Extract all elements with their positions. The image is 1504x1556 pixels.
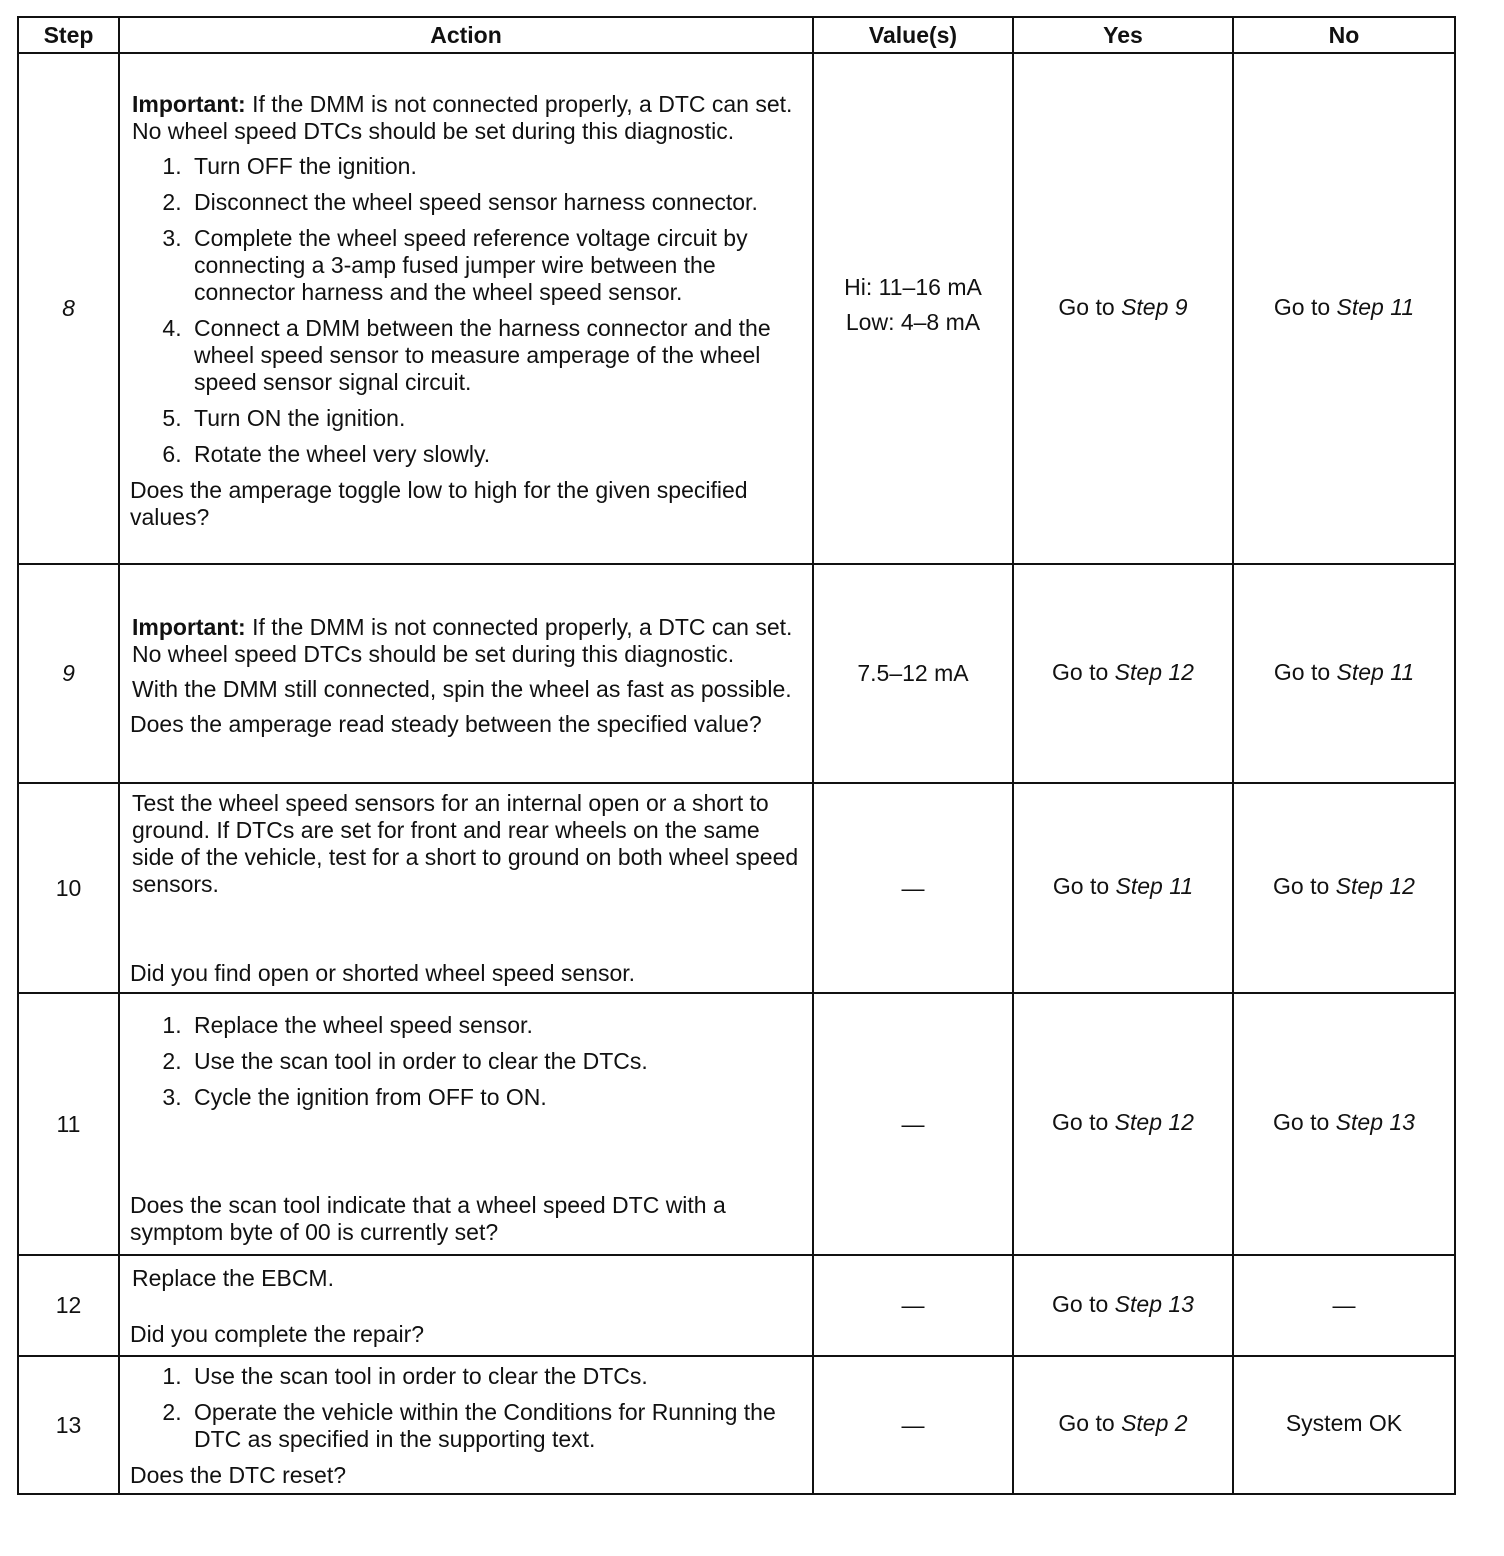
- step-number: 8: [18, 53, 119, 564]
- value-text: 7.5–12 mA: [857, 660, 969, 686]
- table-row-step-12: [18, 1255, 1455, 1356]
- values-cell: [813, 53, 1013, 564]
- question-text: Did you complete the repair?: [130, 1321, 425, 1347]
- diagnostic-table: [17, 16, 1456, 1495]
- go-to-text: Go to: [1273, 1109, 1330, 1135]
- values-cell: [813, 783, 1013, 993]
- value-dash: —: [901, 1292, 925, 1318]
- action-cell: [119, 564, 813, 783]
- yes-cell: [1013, 1356, 1233, 1494]
- action-cell: [119, 783, 813, 993]
- go-to-text: Go to: [1052, 1109, 1109, 1135]
- list-item: 2. Use the scan tool in order to clear the DTCs.: [188, 1048, 800, 1075]
- go-to-text: Go to: [1052, 873, 1110, 899]
- table-row-step-9: [18, 564, 1455, 783]
- go-to-text: Go to: [1052, 1290, 1109, 1317]
- yes-step-link[interactable]: Step 2: [1121, 1410, 1188, 1436]
- go-to-text: Go to: [1273, 293, 1331, 320]
- table-row-step-13: [18, 1356, 1455, 1494]
- procedure-list: [130, 153, 800, 468]
- list-item: 1. Turn OFF the ignition.: [188, 153, 800, 180]
- yes-step-link[interactable]: Step 12: [1114, 1109, 1194, 1135]
- no-cell: [1233, 1255, 1455, 1356]
- action-cell: [119, 1255, 813, 1356]
- yes-cell: [1013, 993, 1233, 1255]
- table-row-step-8: [18, 53, 1455, 564]
- list-item: 3. Cycle the ignition from OFF to ON.: [188, 1084, 800, 1111]
- step-number: 13: [18, 1356, 119, 1494]
- step-number: 9: [18, 564, 119, 783]
- question-text: Does the scan tool indicate that a wheel speed DTC with a symptom byte of 00 is currently set?: [130, 1192, 726, 1245]
- value-low: Low: 4–8 mA: [845, 308, 981, 335]
- go-to-text: Go to: [1052, 658, 1109, 685]
- no-step-link[interactable]: Step 12: [1335, 873, 1415, 899]
- list-item: 4. Connect a DMM between the harness connector and the wheel speed sensor to measure amperage of the wheel speed sensor signal circuit.: [188, 315, 800, 396]
- header-step: Step: [18, 17, 119, 53]
- action-cell: [119, 53, 813, 564]
- yes-cell: [1013, 53, 1233, 564]
- important-text: If the DMM is not connected properly, a DTC can set. No wheel speed DTCs should be set during this diagnostic.: [132, 613, 793, 667]
- list-item: 3. Complete the wheel speed reference voltage circuit by connecting a 3-amp fused jumper wire between the connector harness and the wheel speed sensor.: [188, 225, 800, 306]
- values-cell: [813, 564, 1013, 783]
- step-number: 12: [18, 1255, 119, 1356]
- header-values: Value(s): [813, 17, 1013, 53]
- question-text: Does the amperage read steady between the specified value?: [130, 710, 762, 737]
- step-number: 11: [18, 993, 119, 1255]
- question-text: Does the DTC reset?: [130, 1462, 347, 1488]
- instruction-text: With the DMM still connected, spin the wheel as fast as possible.: [132, 675, 792, 702]
- no-cell: [1233, 1356, 1455, 1494]
- values-cell: [813, 1356, 1013, 1494]
- system-ok-text: System OK: [1285, 1410, 1403, 1436]
- yes-step-link[interactable]: Step 12: [1114, 658, 1194, 685]
- go-to-text: Go to: [1058, 1410, 1115, 1436]
- value-hi: Hi: 11–16 mA: [844, 273, 982, 300]
- no-step-link[interactable]: Step 11: [1336, 658, 1415, 685]
- procedure-list: [130, 1012, 800, 1111]
- value-dash: —: [901, 874, 925, 901]
- important-note: [132, 91, 800, 145]
- question-text: Does the amperage toggle low to high for the given specified values?: [130, 476, 748, 530]
- header-action: Action: [119, 17, 813, 53]
- action-cell: [119, 1356, 813, 1494]
- no-step-link[interactable]: Step 11: [1336, 293, 1415, 320]
- list-item: 1. Replace the wheel speed sensor.: [188, 1012, 800, 1039]
- question-text: Did you find open or shorted wheel speed sensor.: [130, 959, 636, 986]
- go-to-text: Go to: [1273, 873, 1330, 899]
- list-item: 6. Rotate the wheel very slowly.: [188, 441, 800, 468]
- value-dash: —: [901, 1411, 925, 1438]
- action-cell: [119, 993, 813, 1255]
- important-text: If the DMM is not connected properly, a DTC can set. No wheel speed DTCs should be set during this diagnostic.: [132, 90, 793, 144]
- yes-cell: [1013, 783, 1233, 993]
- yes-cell: [1013, 1255, 1233, 1356]
- header-yes: Yes: [1013, 17, 1233, 53]
- table-row-step-10: [18, 783, 1455, 993]
- go-to-text: Go to: [1058, 293, 1115, 320]
- instruction-text: Replace the EBCM.: [132, 1265, 334, 1291]
- header-row: [18, 17, 1455, 53]
- list-item: 1. Use the scan tool in order to clear the DTCs.: [188, 1363, 800, 1390]
- yes-step-link[interactable]: Step 9: [1121, 293, 1188, 320]
- yes-cell: [1013, 564, 1233, 783]
- list-item: 2. Disconnect the wheel speed sensor harness connector.: [188, 189, 800, 216]
- instruction-text: Test the wheel speed sensors for an internal open or a short to ground. If DTCs are set for front and rear wheels on the same side of the vehicle, test for a short to ground on both wheel speed sensors.: [132, 789, 799, 897]
- list-item: 5. Turn ON the ignition.: [188, 405, 800, 432]
- important-note: [132, 614, 800, 668]
- go-to-text: Go to: [1273, 658, 1331, 685]
- yes-step-link[interactable]: Step 13: [1114, 1290, 1194, 1317]
- no-cell: [1233, 783, 1455, 993]
- no-dash: —: [1332, 1292, 1356, 1318]
- no-cell: [1233, 53, 1455, 564]
- no-cell: [1233, 993, 1455, 1255]
- values-cell: [813, 1255, 1013, 1356]
- yes-step-link[interactable]: Step 11: [1115, 873, 1194, 899]
- no-cell: [1233, 564, 1455, 783]
- important-label: Important:: [132, 90, 246, 117]
- procedure-list: [130, 1363, 800, 1453]
- no-step-link[interactable]: Step 13: [1335, 1109, 1415, 1135]
- list-item: 2. Operate the vehicle within the Conditions for Running the DTC as specified in the supporting text.: [188, 1399, 800, 1453]
- values-cell: [813, 993, 1013, 1255]
- table-row-step-11: [18, 993, 1455, 1255]
- header-no: No: [1233, 17, 1455, 53]
- important-label: Important:: [132, 613, 246, 640]
- value-dash: —: [901, 1110, 925, 1137]
- step-number: 10: [18, 783, 119, 993]
